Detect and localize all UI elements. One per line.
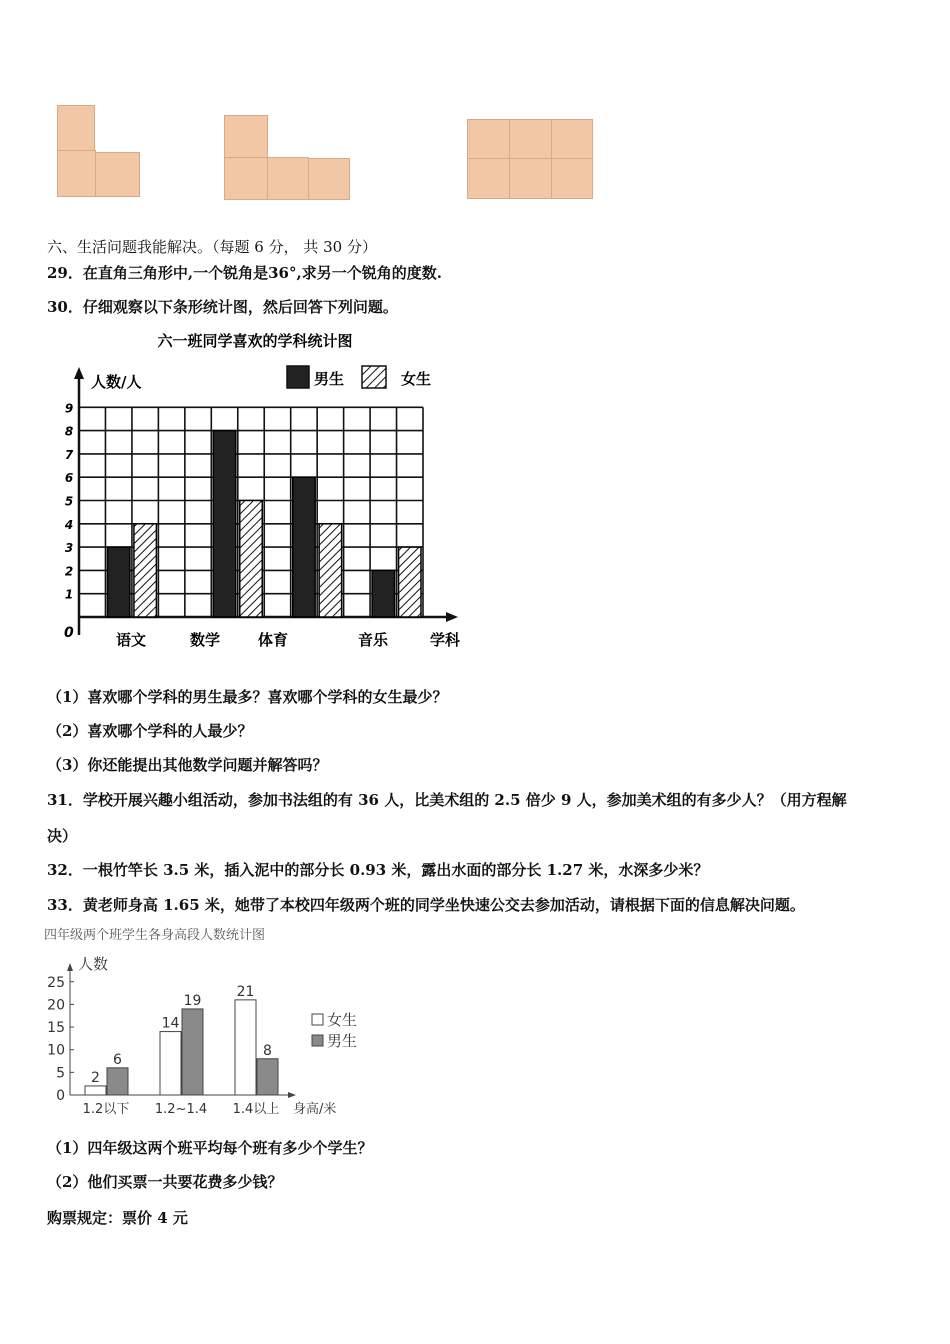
legend-swatch-boys: [312, 1035, 323, 1046]
y-tick-label: 2: [64, 564, 74, 579]
subject-preference-chart: [55, 325, 475, 655]
bar-boys-1.2~1.4: [182, 1009, 203, 1095]
y-tick-label: 20: [47, 997, 65, 1014]
x-category-label: 1.4以上: [232, 1102, 280, 1117]
x-axis-arrow: [446, 612, 458, 622]
question-30-sub3: （3）你还能提出其他数学问题并解答吗？: [47, 756, 328, 774]
tile: [224, 115, 268, 158]
data-label: 19: [183, 992, 202, 1009]
tile: [551, 119, 593, 159]
y-tick-label: 5: [56, 1065, 65, 1082]
chart-title: 六一班同学喜欢的学科统计图: [157, 332, 353, 350]
tile: [308, 158, 350, 200]
bar-girls-数学: [240, 501, 262, 618]
legend-swatch-girls: [362, 366, 386, 388]
legend-swatch-boys: [287, 366, 309, 388]
data-label: 6: [113, 1051, 122, 1068]
question-33: 33．黄老师身高 1.65 米，她带了本校四年级两个班的同学坐快速公交去参加活动，请根据下面的信息解决问题。: [47, 896, 805, 914]
legend-label-boys: 男生: [314, 370, 345, 388]
x-axis-arrow: [288, 1092, 296, 1098]
x-axis-label: 学科: [430, 631, 461, 649]
legend-label-boys: 男生: [327, 1032, 358, 1050]
y-tick-label: 7: [64, 447, 74, 462]
y-tick-label: 0: [56, 1088, 65, 1104]
question-31-line2: 决）: [47, 827, 78, 845]
bar-girls-语文: [134, 524, 156, 617]
tile: [509, 158, 552, 199]
question-30-sub2: （2）喜欢哪个学科的人最少？: [47, 722, 253, 740]
y-axis-label: 人数/人: [91, 373, 142, 391]
tile: [467, 119, 510, 159]
y-tick-label: 5: [64, 494, 74, 509]
y-tick-label: 15: [47, 1020, 65, 1037]
bar-boys-语文: [107, 547, 129, 617]
x-axis-label: 身高/米: [293, 1102, 337, 1117]
legend-label-girls: 女生: [327, 1011, 358, 1029]
tile: [95, 152, 140, 197]
bar-girls-体育: [319, 524, 341, 617]
bar-boys-1.2以下: [107, 1068, 128, 1095]
y-tick-label: 9: [64, 401, 74, 416]
y-axis-arrow: [74, 367, 84, 379]
x-category-label: 语文: [115, 631, 147, 649]
bar-boys-数学: [213, 431, 235, 617]
legend-swatch-girls: [312, 1014, 323, 1025]
y-tick-label: 1: [64, 587, 74, 602]
question-30: 30．仔细观察以下条形统计图，然后回答下列问题。: [47, 298, 398, 316]
bar-girls-1.2以下: [85, 1086, 106, 1095]
height-distribution-chart: [40, 922, 370, 1122]
data-label: 2: [91, 1069, 100, 1086]
origin-label: 0: [64, 625, 74, 641]
question-30-sub1: （1）喜欢哪个学科的男生最多？喜欢哪个学科的女生最少？: [47, 688, 448, 706]
chart-title: 四年级两个班学生各身高段人数统计图: [44, 928, 266, 943]
tile: [509, 119, 552, 159]
y-tick-label: 4: [64, 517, 74, 532]
bar-boys-体育: [293, 477, 315, 617]
x-category-label: 体育: [257, 631, 289, 649]
y-tick-label: 6: [64, 471, 74, 486]
y-tick-label: 3: [64, 541, 74, 556]
data-label: 14: [161, 1015, 180, 1032]
tile: [267, 157, 309, 200]
question-31-line1: 31．学校开展兴趣小组活动，参加书法组的有 36 人，比美术组的 2.5 倍少 9 人，参加美术组的有多少人？（用方程解: [47, 791, 847, 809]
tile: [57, 105, 95, 151]
question-33-sub2: （2）他们买票一共要花费多少钱？: [47, 1173, 283, 1191]
section-heading: 六、生活问题我能解决。（每题 6 分， 共 30 分）: [47, 238, 377, 256]
tile: [467, 158, 510, 199]
question-32: 32．一根竹竿长 3.5 米，插入泥中的部分长 0.93 米，露出水面的部分长 1.27 米，水深多少米？: [47, 861, 709, 879]
question-29: 29．在直角三角形中,一个锐角是36°,求另一个锐角的度数.: [47, 264, 442, 282]
y-axis-label: 人数: [78, 955, 109, 973]
tile: [551, 158, 593, 199]
x-category-label: 1.2以下: [82, 1102, 130, 1117]
data-label: 8: [263, 1042, 272, 1059]
y-tick-label: 25: [47, 974, 65, 991]
question-33-sub1: （1）四年级这两个班平均每个班有多少个学生？: [47, 1139, 373, 1157]
y-tick-label: 8: [64, 424, 74, 439]
x-category-label: 1.2~1.4: [154, 1102, 208, 1117]
ticket-rule: 购票规定：票价 4 元: [47, 1209, 188, 1227]
x-category-label: 数学: [189, 631, 221, 649]
tile: [224, 157, 268, 200]
bar-boys-音乐: [372, 570, 394, 617]
legend-label-girls: 女生: [401, 370, 432, 388]
bar-girls-音乐: [399, 547, 421, 617]
tile: [57, 150, 96, 197]
bar-boys-1.4以上: [257, 1059, 278, 1095]
bar-girls-1.4以上: [235, 1000, 256, 1095]
y-axis-arrow: [67, 963, 73, 971]
x-category-label: 音乐: [357, 631, 389, 649]
y-tick-label: 10: [47, 1042, 65, 1059]
bar-girls-1.2~1.4: [160, 1032, 181, 1095]
data-label: 21: [236, 983, 255, 1000]
